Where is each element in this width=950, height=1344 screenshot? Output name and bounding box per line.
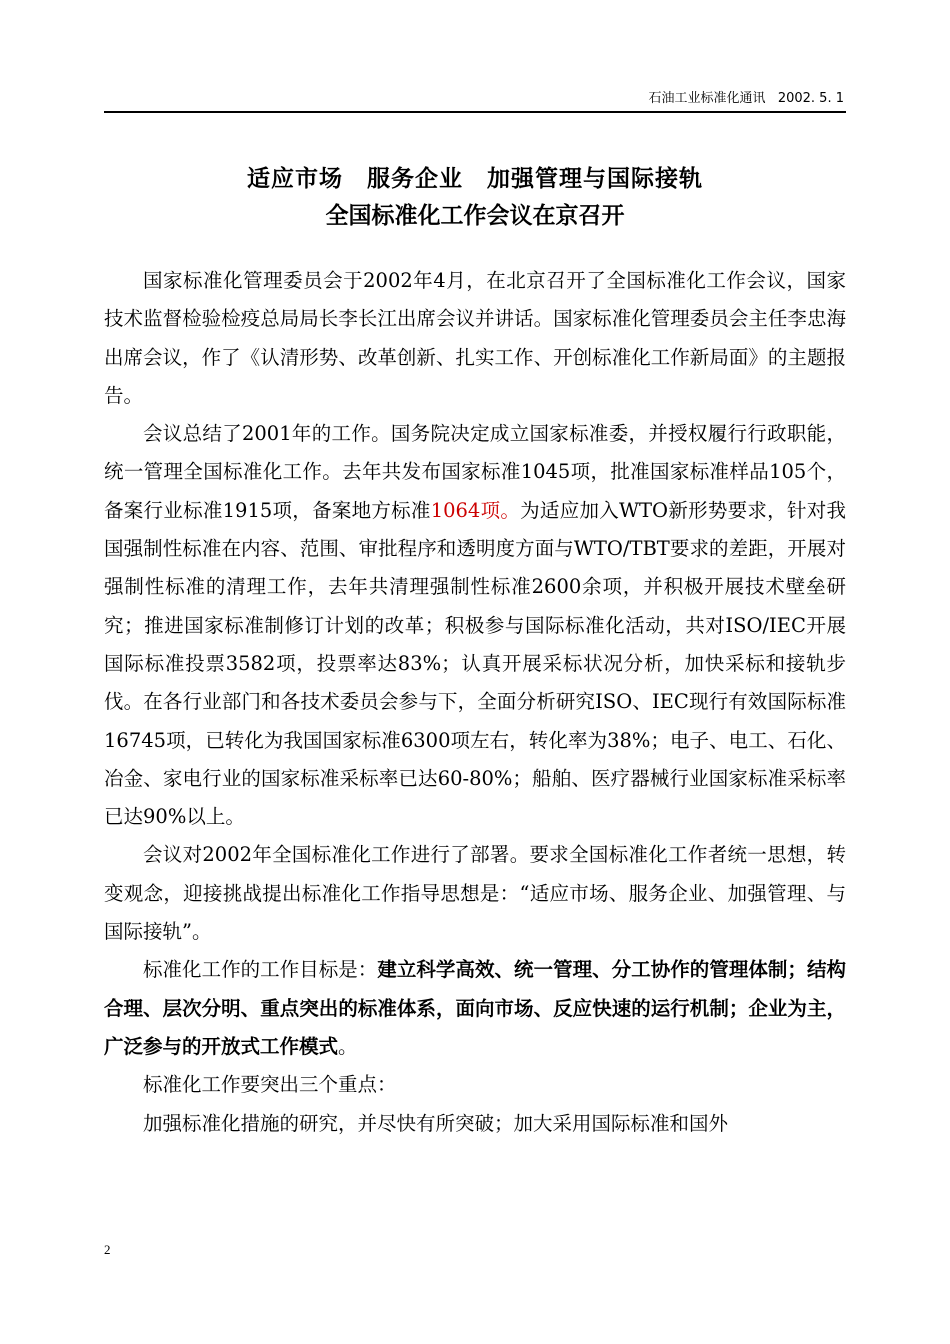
paragraph-4	[104, 951, 846, 1066]
paragraph-6: 加强标准化措施的研究，并尽快有所突破；加大采用国际标准和国外	[143, 1111, 729, 1135]
paragraph-2-text-b: 为适应加入WTO新形势要求，针对我国强制性标准在内容、范围、审批程序和透明度方面与WTO/TBT要求的差距，开展对强制性标准的清理工作，去年共清理强制性标准2600余项，并积极开展技术壁垒研究；推进国家标准制修订计划的改革；积极参与国际标准化活动，共对ISO/IEC开展国际标准投票3582项，投票率达83%；认真开展采标状况分析，加快采标和接轨步伐。在各行业部门和各技术委员会参与下，全面分析研究ISO、IEC现行有效国际标准16745项，已转化为我国国家标准6300项左右，转化率为38%；电子、电工、石化、冶金、家电行业的国家标准采标率已达60-80%；船舶、医疗器械行业国家标准采标率已达90%以上。	[104, 498, 846, 829]
running-header: 石油工业标准化通讯 2002. 5. 1	[648, 91, 844, 106]
paragraph-1: 国家标准化管理委员会于2002年4月，在北京召开了全国标准化工作会议，国家技术监督检验检疫总局局长李长江出席会议并讲话。国家标准化管理委员会主任李忠海出席会议，作了《认清形势、改革创新、扎实工作、开创标准化工作新局面》的主题报告。	[104, 269, 846, 407]
paragraph-4-lead: 标准化工作的工作目标是：	[143, 958, 378, 982]
highlighted-count: 1064项。	[430, 498, 521, 522]
page-number: 2	[104, 1242, 111, 1257]
article-body	[104, 262, 846, 1143]
paragraph-3: 会议对2002年全国标准化工作进行了部署。要求全国标准化工作者统一思想，转变观念，迎接挑战提出标准化工作指导思想是：“适应市场、服务企业、加强管理、与国际接轨”。	[104, 843, 846, 944]
paragraph-5: 标准化工作要突出三个重点：	[143, 1073, 397, 1097]
header-rule	[104, 111, 846, 113]
paragraph-2-text-a: 会议总结了2001年的工作。国务院决定成立国家标准委，并授权履行行政职能，统一管理全国标准化工作。去年共发布国家标准1045项，批准国家标准样品105个，备案行业标准1915项，备案地方标准	[104, 422, 846, 522]
paragraph-4-end: 。	[338, 1034, 358, 1058]
article-subtitle: 全国标准化工作会议在京召开	[325, 203, 625, 229]
article-title: 适应市场 服务企业 加强管理与国际接轨	[247, 166, 703, 192]
paragraph-2	[104, 415, 846, 836]
paragraph-4-bold-goal: 建立科学高效、统一管理、分工协作的管理体制；结构合理、层次分明、重点突出的标准体系，面向市场、反应快速的运行机制；企业为主，广泛参与的开放式工作模式	[104, 958, 846, 1058]
